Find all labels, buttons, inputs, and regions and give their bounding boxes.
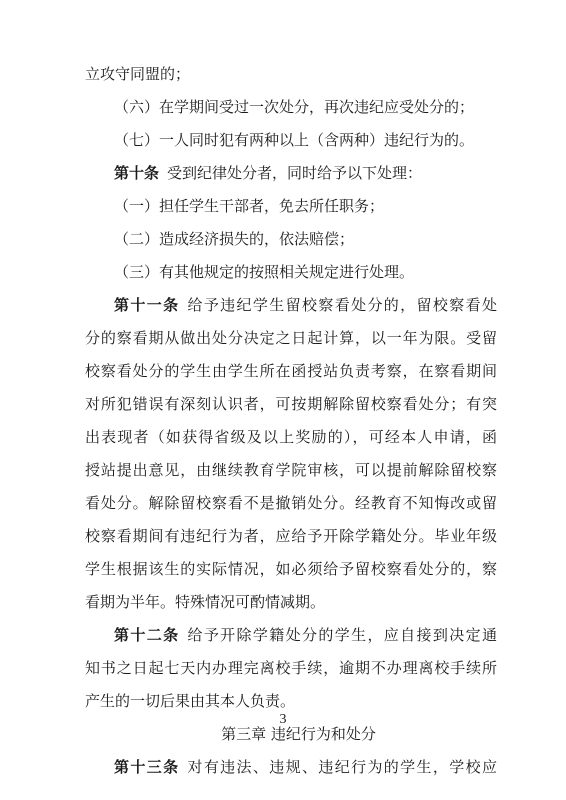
- text-line: （一）担任学生干部者，免去所任职务；: [114, 197, 385, 215]
- text-line: 对所犯错误有深刻认识者，可按期解除留校察看处分；有突: [85, 395, 497, 413]
- text-line: （二）造成经济损失的，依法赔偿；: [114, 230, 355, 248]
- article-13-line: [85, 751, 497, 784]
- text-line: 知书之日起七天内办理完离校手续，逾期不办理离校手续所: [85, 659, 497, 677]
- page-body: [85, 58, 497, 784]
- text-line: 分的察看期从做出处分决定之日起计算，以一年为限。受留: [85, 329, 497, 347]
- text-line: 看处分。解除留校察看不是撤销处分。经教育不知悔改或留: [85, 494, 497, 512]
- article-10-line: [85, 157, 497, 190]
- text-line: （七）一人同时犯有两种以上（含两种）违纪行为的。: [114, 131, 475, 149]
- chapter-heading: 第三章 违纪行为和处分: [221, 725, 376, 743]
- text-line: 产生的一切后果由其本人负责。: [85, 692, 296, 710]
- article-text: 给予违纪学生留校察看处分的，留校察看处: [187, 296, 497, 314]
- article-11-line: [85, 289, 497, 322]
- text-line: 校察看处分的学生由学生所在函授站负责考察，在察看期间: [85, 362, 497, 380]
- page-number: 3: [279, 712, 287, 727]
- article-text: 给予开除学籍处分的学生，应自接到决定通: [187, 626, 497, 644]
- article-heading: 第十二条: [114, 626, 180, 644]
- text-line: （三）有其他规定的按照相关规定进行处理。: [114, 263, 415, 281]
- text-line: （六）在学期间受过一次处分，再次违纪应受处分的；: [114, 98, 475, 116]
- article-heading: 第十一条: [114, 296, 180, 314]
- text-line: 校察看期间有违纪行为者，应给予开除学籍处分。毕业年级: [85, 527, 497, 545]
- text-line: 出表现者（如获得省级及以上奖励的），可经本人申请，函: [85, 428, 497, 446]
- text-line: 立攻守同盟的；: [85, 65, 191, 83]
- article-heading: 第十三条: [114, 758, 180, 776]
- article-heading: 第十条: [114, 164, 160, 182]
- text-line: 看期为半年。特殊情况可酌情减期。: [85, 593, 326, 611]
- article-text: 受到纪律处分者，同时给予以下处理：: [167, 164, 423, 182]
- article-12-line: [85, 619, 497, 652]
- article-text: 对有违法、违规、违纪行为的学生，学校应: [187, 758, 497, 776]
- text-line: 授站提出意见，由继续教育学院审核，可以提前解除留校察: [85, 461, 497, 479]
- text-line: 学生根据该生的实际情况，如必须给予留校察看处分的，察: [85, 560, 497, 578]
